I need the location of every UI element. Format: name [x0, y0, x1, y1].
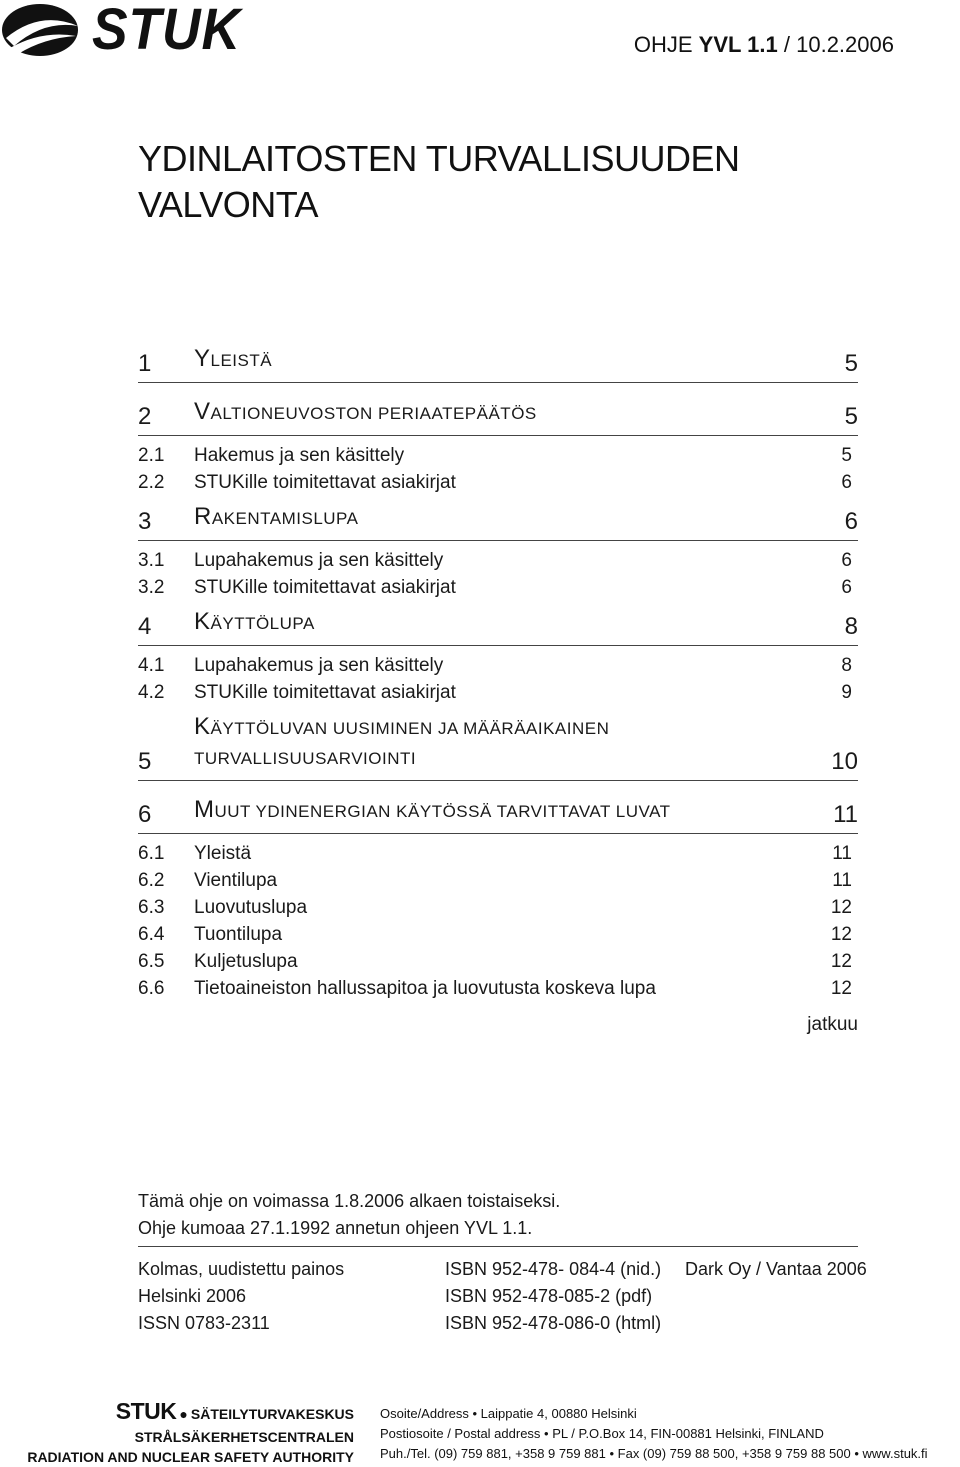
doc-code: YVL 1.1 [698, 32, 778, 57]
toc-section [138, 344, 858, 383]
toc-subsection [138, 469, 858, 496]
table-of-contents [138, 344, 858, 1002]
toc-subsection-number: 4.2 [138, 682, 165, 703]
toc-subsection-label: Kuljetuslupa [194, 951, 298, 972]
page-title [138, 136, 858, 228]
toc-section-page: 6 [844, 508, 858, 535]
isbn-html: ISBN 952-478-086-0 (html) [445, 1313, 662, 1333]
toc-section-label-line-2: TURVALLISUUSARVIOINTI [194, 749, 417, 768]
toc-subsection-number: 2.1 [138, 445, 165, 466]
toc-section-page: 5 [844, 403, 858, 430]
toc-subsection-label: Tuontilupa [194, 924, 283, 945]
logo-text: STUK [92, 0, 241, 62]
footer-organization [27, 1398, 354, 1467]
toc-subsection-page: 6 [841, 577, 852, 598]
validity-line-2: Ohje kumoaa 27.1.1992 annetun ohjeen YVL 1.1. [138, 1215, 858, 1247]
toc-subsection-page: 6 [841, 472, 852, 493]
toc-subsection [138, 652, 858, 679]
toc-subsection-page: 6 [841, 550, 852, 571]
toc-subsection [138, 975, 858, 1002]
document-id [634, 32, 894, 58]
org-sv: STRÅLSÄKERHETSCENTRALEN [134, 1429, 354, 1445]
toc-section-number: 1 [138, 350, 152, 377]
edition-info [138, 1256, 344, 1337]
toc-section-number: 3 [138, 508, 152, 535]
footer-phone: Puh./Tel. (09) 759 881, +358 9 759 881 • Fax (09) 759 88 500, +358 9 759 88 500 • www.stuk.fi [380, 1446, 928, 1461]
toc-subsection-number: 3.1 [138, 550, 165, 571]
toc-section-label [194, 795, 858, 833]
org-fi: SÄTEILYTURVAKESKUS [190, 1406, 354, 1422]
toc-subsection-label: Tietoaineiston hallussapitoa ja luovutusta koskeva lupa [194, 978, 656, 999]
toc-subsection-page: 12 [830, 978, 852, 999]
toc-subsection-number: 4.1 [138, 655, 165, 676]
isbn-print: ISBN 952-478- 084-4 (nid.) [445, 1259, 662, 1279]
toc-subsection [138, 547, 858, 574]
bullet-icon: ● [179, 1406, 188, 1422]
toc-subsection-number: 6.6 [138, 978, 165, 999]
footer-postal: Postiosoite / Postal address • PL / P.O.Box 14, FIN-00881 Helsinki, FINLAND [380, 1426, 824, 1441]
toc-subsection-label: STUKille toimitettavat asiakirjat [194, 472, 456, 493]
toc-section-label [194, 344, 858, 382]
toc-subsection-page: 12 [830, 897, 852, 918]
toc-subsection-label: Lupahakemus ja sen käsittely [194, 655, 444, 676]
toc-subsection [138, 679, 858, 706]
footer-contact [380, 1404, 928, 1464]
toc-section-label [194, 397, 858, 435]
toc-subsection-page: 11 [832, 870, 852, 891]
toc-subsection-number: 6.1 [138, 843, 165, 864]
org-en: RADIATION AND NUCLEAR SAFETY AUTHORITY [27, 1449, 354, 1465]
toc-section [138, 712, 858, 781]
toc-subsection [138, 867, 858, 894]
toc-subsection [138, 948, 858, 975]
toc-section-number: 4 [138, 613, 152, 640]
isbn-pdf: ISBN 952-478-085-2 (pdf) [445, 1286, 653, 1306]
validity-note [138, 1188, 858, 1247]
toc-section-number: 2 [138, 403, 152, 430]
title-line-1: YDINLAITOSTEN TURVALLISUUDEN [138, 138, 740, 179]
toc-subsection-label: Luovutuslupa [194, 897, 308, 918]
toc-section-label-line: RAKENTAMISLUPA [194, 503, 359, 530]
doc-date: / 10.2.2006 [783, 32, 894, 57]
toc-subsection-label: Lupahakemus ja sen käsittely [194, 550, 444, 571]
edition: Kolmas, uudistettu painos [138, 1259, 345, 1279]
toc-subsection-page: 11 [832, 843, 852, 864]
toc-section-number: 5 [138, 748, 152, 775]
toc-subsection-page: 12 [830, 951, 852, 972]
org-short: STUK [115, 1398, 177, 1424]
toc-subsection-page: 12 [830, 924, 852, 945]
validity-line-1: Tämä ohje on voimassa 1.8.2006 alkaen toistaiseksi. [138, 1191, 561, 1211]
title-line-2: VALVONTA [138, 184, 319, 225]
toc-subsection-label: Hakemus ja sen käsittely [194, 445, 405, 466]
toc-section-label [194, 712, 858, 780]
toc-subsection [138, 894, 858, 921]
toc-subsection [138, 840, 858, 867]
toc-section-label-line: YLEISTÄ [194, 345, 273, 372]
toc-subsection [138, 574, 858, 601]
toc-section-label [194, 607, 858, 645]
toc-subsection-number: 6.4 [138, 924, 165, 945]
doc-prefix: OHJE [633, 32, 693, 57]
toc-section-page: 5 [844, 350, 858, 377]
toc-subsection-number: 6.3 [138, 897, 165, 918]
continued-label: jatkuu [807, 1014, 858, 1035]
toc-section-label-line: KÄYTTÖLUVAN UUSIMINEN JA MÄÄRÄAIKAINEN [194, 713, 610, 740]
toc-section-page: 11 [833, 801, 858, 828]
toc-subsection [138, 442, 858, 469]
toc-subsection-page: 5 [841, 445, 852, 466]
toc-section-label [194, 502, 858, 540]
toc-section [138, 502, 858, 541]
toc-section-label-line: VALTIONEUVOSTON PERIAATEPÄÄTÖS [194, 398, 537, 425]
toc-subsection-label: Yleistä [194, 843, 252, 864]
toc-section-page: 8 [844, 613, 858, 640]
footer-address: Osoite/Address • Laippatie 4, 00880 Helsinki [380, 1406, 637, 1421]
toc-subsection-number: 6.5 [138, 951, 165, 972]
toc-subsection-label: STUKille toimitettavat asiakirjat [194, 577, 456, 598]
toc-subsection-page: 8 [841, 655, 852, 676]
toc-section-label-line: MUUT YDINENERGIAN KÄYTÖSSÄ TARVITTAVAT LUVAT [194, 796, 671, 823]
toc-subsection [138, 921, 858, 948]
toc-subsection-page: 9 [841, 682, 852, 703]
toc-section-number: 6 [138, 801, 152, 828]
toc-subsection-number: 6.2 [138, 870, 165, 891]
toc-subsection-number: 2.2 [138, 472, 165, 493]
toc-subsection-label: STUKille toimitettavat asiakirjat [194, 682, 456, 703]
printer: Dark Oy / Vantaa 2006 [685, 1259, 867, 1279]
place-year: Helsinki 2006 [138, 1286, 247, 1306]
toc-section [138, 607, 858, 646]
toc-subsection-label: Vientilupa [194, 870, 278, 891]
toc-section-page: 10 [831, 748, 858, 775]
issn: ISSN 0783-2311 [138, 1313, 270, 1333]
isbn-info [445, 1256, 867, 1337]
toc-section-label-line: KÄYTTÖLUPA [194, 608, 315, 635]
toc-subsection-number: 3.2 [138, 577, 165, 598]
toc-section [138, 795, 858, 834]
toc-section [138, 397, 858, 436]
